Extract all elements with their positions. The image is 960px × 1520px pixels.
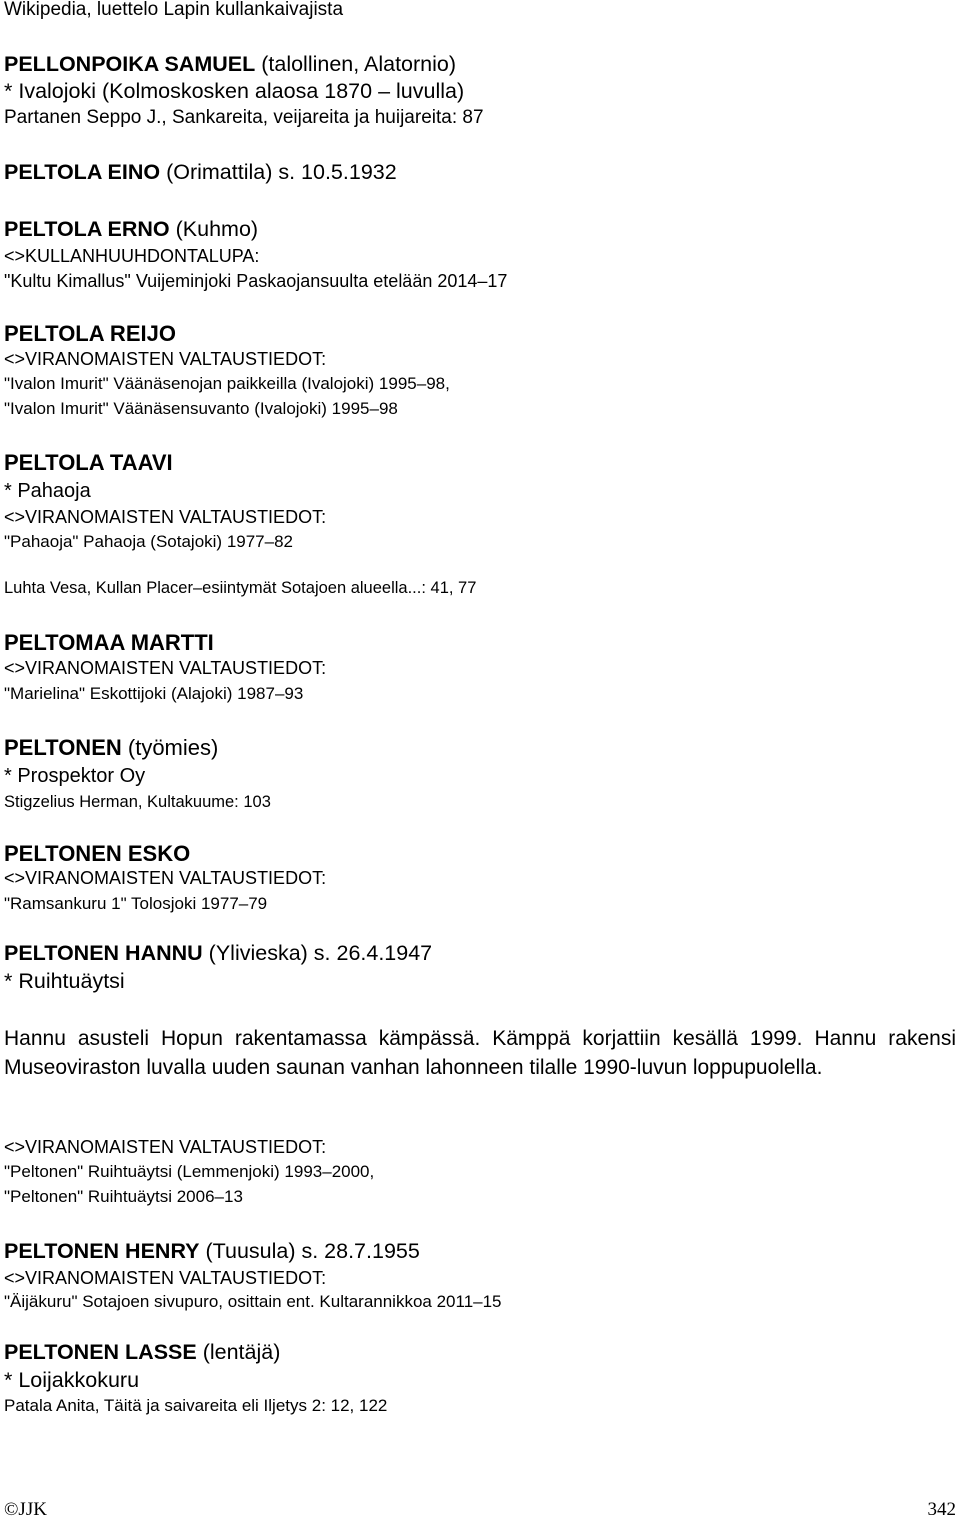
entry-line: * Ivalojoki (Kolmoskosken alaosa 1870 – luvulla) xyxy=(4,79,465,103)
entry-line: "Kultu Kimallus" Vuijeminjoki Paskaojansuulta etelään 2014–17 xyxy=(4,271,508,291)
entry-name: PELTONEN xyxy=(4,735,122,760)
entry-heading xyxy=(4,219,258,241)
entry-line: * Prospektor Oy xyxy=(4,765,146,787)
document-header: Wikipedia, luettelo Lapin kullankaivajista xyxy=(4,0,344,20)
entry-note: (talollinen, Alatornio) xyxy=(255,52,457,76)
entry-heading xyxy=(4,1342,280,1364)
entry-name: PELTOLA TAAVI xyxy=(4,450,173,475)
entry-heading xyxy=(4,323,176,345)
entry-name: PELTONEN LASSE xyxy=(4,1340,197,1364)
entry-line: <>VIRANOMAISTEN VALTAUSTIEDOT: xyxy=(4,658,327,678)
entry-name: PELTOLA REIJO xyxy=(4,321,176,346)
entry-heading xyxy=(4,54,456,76)
entry-name: PELTONEN HENRY xyxy=(4,1239,200,1263)
entry-line: <>VIRANOMAISTEN VALTAUSTIEDOT: xyxy=(4,868,327,888)
entry-heading xyxy=(4,843,190,865)
entry-note: (Ylivieska) s. 26.4.1947 xyxy=(202,941,433,965)
entry-heading xyxy=(4,1241,420,1263)
entry-line: "Ivalon Imurit" Väänäsensuvanto (Ivalojoki) 1995–98 xyxy=(4,399,398,418)
entry-heading xyxy=(4,943,432,965)
entry-note: (lentäjä) xyxy=(196,1340,281,1364)
entry-name: PELTOLA EINO xyxy=(4,160,161,184)
entry-name: PELTONEN HANNU xyxy=(4,941,203,965)
entry-source: Luhta Vesa, Kullan Placer–esiintymät Sotajoen alueella...: 41, 77 xyxy=(4,579,477,597)
entry-line: "Pahaoja" Pahaoja (Sotajoki) 1977–82 xyxy=(4,532,293,551)
entry-note: (työmies) xyxy=(121,735,219,760)
entry-line: "Peltonen" Ruihtuäytsi (Lemmenjoki) 1993–2000, xyxy=(4,1162,375,1181)
entry-note: (Kuhmo) xyxy=(169,217,259,241)
entry-line: <>KULLANHUUHDONTALUPA: xyxy=(4,246,260,266)
entry-line: <>VIRANOMAISTEN VALTAUSTIEDOT: xyxy=(4,507,327,527)
entry-line: "Äijäkuru" Sotajoen sivupuro, osittain ent. Kultarannikkoa 2011–15 xyxy=(4,1292,502,1311)
entry-heading xyxy=(4,632,214,654)
entry-heading xyxy=(4,452,173,474)
entry-note: (Orimattila) s. 10.5.1932 xyxy=(160,160,397,184)
entry-source: Stigzelius Herman, Kultakuume: 103 xyxy=(4,793,271,811)
entry-source: Patala Anita, Täitä ja saivareita eli Iljetys 2: 12, 122 xyxy=(4,1396,388,1415)
entry-line: * Loijakkokuru xyxy=(4,1368,140,1392)
entry-line: "Marielina" Eskottijoki (Alajoki) 1987–93 xyxy=(4,684,304,703)
entry-name: PELLONPOIKA SAMUEL xyxy=(4,52,256,76)
entry-line: "Ivalon Imurit" Väänäsenojan paikkeilla (Ivalojoki) 1995–98, xyxy=(4,374,450,393)
entry-paragraph: Hannu asusteli Hopun rakentamassa kämpässä. Kämppä korjattiin kesällä 1999. Hannu rakensi Museoviraston luvalla uuden saunan vanhan lahonneen tilalle 1990-luvun loppupuolella. xyxy=(4,1027,956,1079)
footer-copyright: ©JJK xyxy=(4,1499,47,1520)
entry-line: * Ruihtuäytsi xyxy=(4,969,125,993)
entry-line: "Ramsankuru 1" Tolosjoki 1977–79 xyxy=(4,894,268,913)
entry-line: <>VIRANOMAISTEN VALTAUSTIEDOT: xyxy=(4,1137,327,1157)
entry-name: PELTONEN ESKO xyxy=(4,841,191,866)
entry-heading xyxy=(4,162,397,184)
entry-note: (Tuusula) s. 28.7.1955 xyxy=(199,1239,420,1263)
entry-name: PELTOMAA MARTTI xyxy=(4,630,214,655)
entry-name: PELTOLA ERNO xyxy=(4,217,170,241)
page-number: 342 xyxy=(927,1499,956,1520)
entry-line: <>VIRANOMAISTEN VALTAUSTIEDOT: xyxy=(4,349,327,369)
entry-source: Partanen Seppo J., Sankareita, veijareita ja huijareita: 87 xyxy=(4,107,484,128)
entry-line: <>VIRANOMAISTEN VALTAUSTIEDOT: xyxy=(4,1268,327,1288)
entry-heading xyxy=(4,737,218,759)
entry-line: * Pahaoja xyxy=(4,480,91,502)
entry-line: "Peltonen" Ruihtuäytsi 2006–13 xyxy=(4,1187,243,1206)
